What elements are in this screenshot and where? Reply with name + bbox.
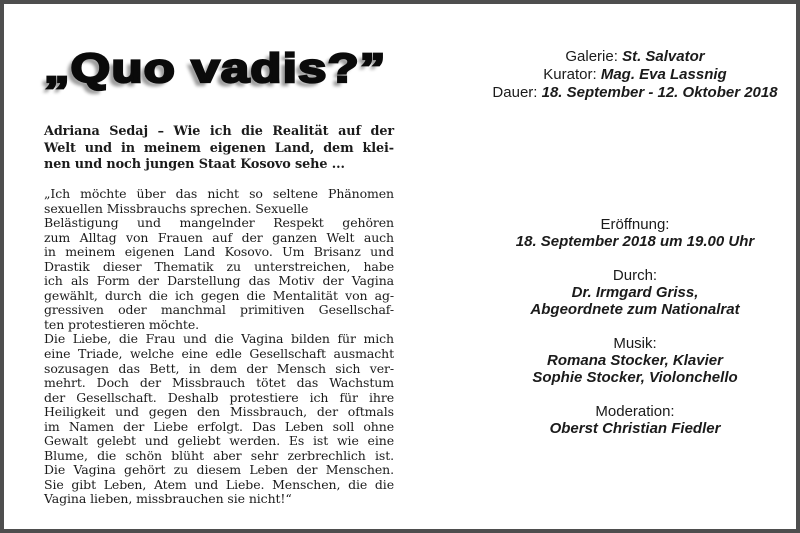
body-line: ten protestieren möchte. — [44, 316, 200, 332]
subtitle-block — [44, 124, 394, 174]
body-line: zum Alltag von Frauen auf der ganzen Welt auch — [44, 229, 394, 245]
section — [474, 267, 796, 318]
section-label: Moderation: — [595, 403, 675, 420]
body-line: ich als Form der Darstellung das Motiv der Vagina — [44, 273, 394, 289]
section-label: Eröffnung: — [600, 216, 670, 233]
body-line: sexuellen Missbrauchs sprechen. Sexuelle — [44, 200, 309, 216]
section-line: 18. September 2018 um 19.00 Uhr — [515, 233, 755, 250]
info-label: Dauer: — [492, 84, 542, 101]
info-row — [474, 84, 796, 102]
body-line: Die Liebe, die Frau und die Vagina bilden für mich — [44, 331, 394, 347]
section-label: Durch: — [612, 267, 658, 284]
body-line: mehrt. Doch der Missbrauch tötet das Wachstum — [44, 375, 394, 391]
body-line: Die Vagina gehört zu diesem Leben der Menschen. — [44, 462, 394, 478]
section — [474, 403, 796, 437]
section-line: Romana Stocker, Klavier — [547, 352, 723, 369]
info-label: Kurator: — [543, 66, 601, 83]
exhibition-title: „Quo vadis?” — [44, 45, 387, 91]
body-line: im Namen der Liebe erfolgt. Das Leben soll ohne — [44, 418, 394, 434]
artist-statement — [44, 187, 394, 507]
body-line: Heiligkeit und gegen den Missbrauch, der oftmals — [44, 404, 394, 420]
info-value: 18. September - 12. Oktober 2018 — [541, 84, 778, 101]
exhibition-info — [474, 48, 796, 102]
info-label: Galerie: — [565, 48, 623, 65]
body-line: sozusagen das Bett, in dem der Mensch sich ver- — [44, 360, 394, 376]
body-line: eine Triade, welche eine edle Gesellschaft ausmacht — [44, 346, 394, 362]
section-line: Oberst Christian Fiedler — [549, 420, 721, 437]
body-line: Sie gibt Leben, Atem und Liebe. Menschen, die die — [44, 476, 394, 492]
body-line: Belästigung und mangelnder Respekt gehören — [44, 215, 394, 231]
subtitle-line: Adriana Sedaj – Wie ich die Realität auf der — [44, 124, 394, 139]
section — [474, 216, 796, 250]
section-line: Dr. Irmgard Griss, — [571, 284, 699, 301]
info-value: Mag. Eva Lassnig — [600, 66, 727, 83]
sections — [474, 216, 796, 454]
body-line: der Gesellschaft. Deshalb protestiere ich für ihre — [44, 389, 394, 405]
subtitle-line: Welt und in meinem eigenen Land, dem klei- — [44, 140, 394, 156]
info-value: St. Salvator — [622, 48, 705, 65]
body-line: gressiven oder manchmal primitiven Gesellschaf- — [44, 302, 394, 318]
body-line: Drastik dieser Thematik zu unterstreichen, habe — [44, 258, 394, 274]
info-row — [474, 66, 796, 84]
section-line: Sophie Stocker, Violonchello — [532, 369, 738, 386]
body-line: Vagina lieben, missbrauchen sie nicht!“ — [44, 491, 292, 507]
right-column — [474, 4, 796, 529]
section-label: Musik: — [613, 335, 657, 352]
body-line: gewählt, durch die ich gegen die Mentalität von ag- — [44, 287, 394, 303]
body-line: in meinem eigenen Land Kosovo. Um Brisanz und — [44, 244, 394, 260]
section — [474, 335, 796, 386]
subtitle-line: nen und noch jungen Staat Kosovo sehe ... — [44, 157, 345, 172]
body-line: Gewalt gelebt und geliebt werden. Es ist wie eine — [44, 433, 394, 449]
section-line: Abgeordnete zum Nationalrat — [530, 301, 740, 318]
info-row — [474, 48, 796, 66]
body-line: Blume, die schön blüht aber sehr zerbrechlich ist. — [44, 447, 394, 463]
body-line: „Ich möchte über das nicht so seltene Phänomen — [44, 186, 394, 201]
